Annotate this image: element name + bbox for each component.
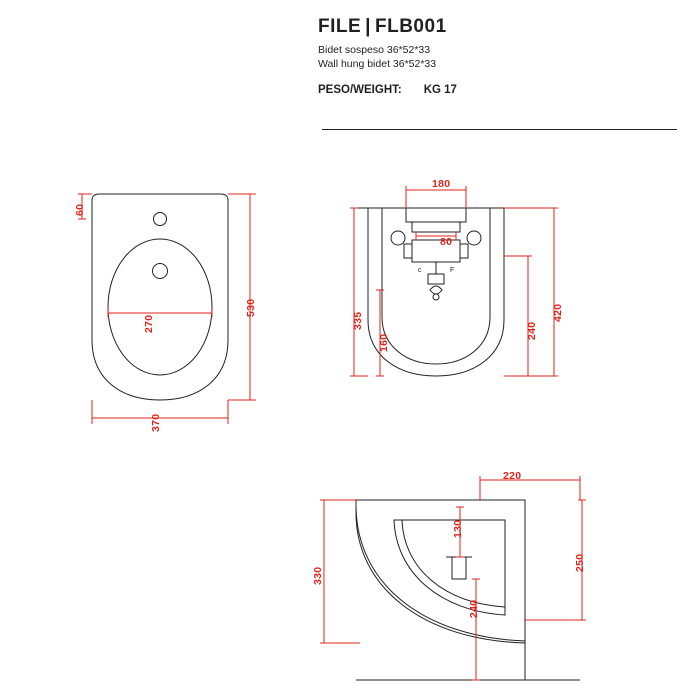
dim-side-240: 240 [468,599,480,618]
dim-front-335: 335 [352,311,364,330]
title-separator: | [365,16,371,37]
weight-label: PESO/WEIGHT: [318,84,402,97]
product-subtitle [318,43,678,71]
header [318,16,678,96]
dim-side-130: 130 [452,519,464,538]
weight-value: KG 17 [423,84,457,97]
dim-side-250: 250 [574,553,586,572]
dim-front-80: 80 [440,236,453,248]
header-divider [322,129,677,130]
svg-text:c: c [418,267,422,274]
dim-top-60: 60 [74,203,86,216]
dim-top-530: 530 [245,298,257,317]
dim-side-220: 220 [503,470,522,482]
dim-side-330: 330 [312,566,324,585]
brand-name: FILE [318,16,362,37]
dim-top-270: 270 [143,314,155,333]
dim-top-370: 370 [150,413,162,432]
front-view-drawing [340,170,630,410]
svg-text:F: F [450,267,455,274]
product-code: FLB001 [375,16,447,37]
product-title [318,16,678,38]
weight-row [318,84,678,96]
dim-front-240: 240 [526,321,538,340]
top-view-drawing [60,175,310,435]
side-view-drawing [300,465,620,685]
dim-front-420: 420 [552,303,564,322]
dim-front-180: 180 [432,178,451,190]
subtitle-italian: Bidet sospeso 36*52*33 [318,44,431,56]
dim-front-160: 160 [378,333,390,352]
subtitle-english: Wall hung bidet 36*52*33 [318,58,437,71]
